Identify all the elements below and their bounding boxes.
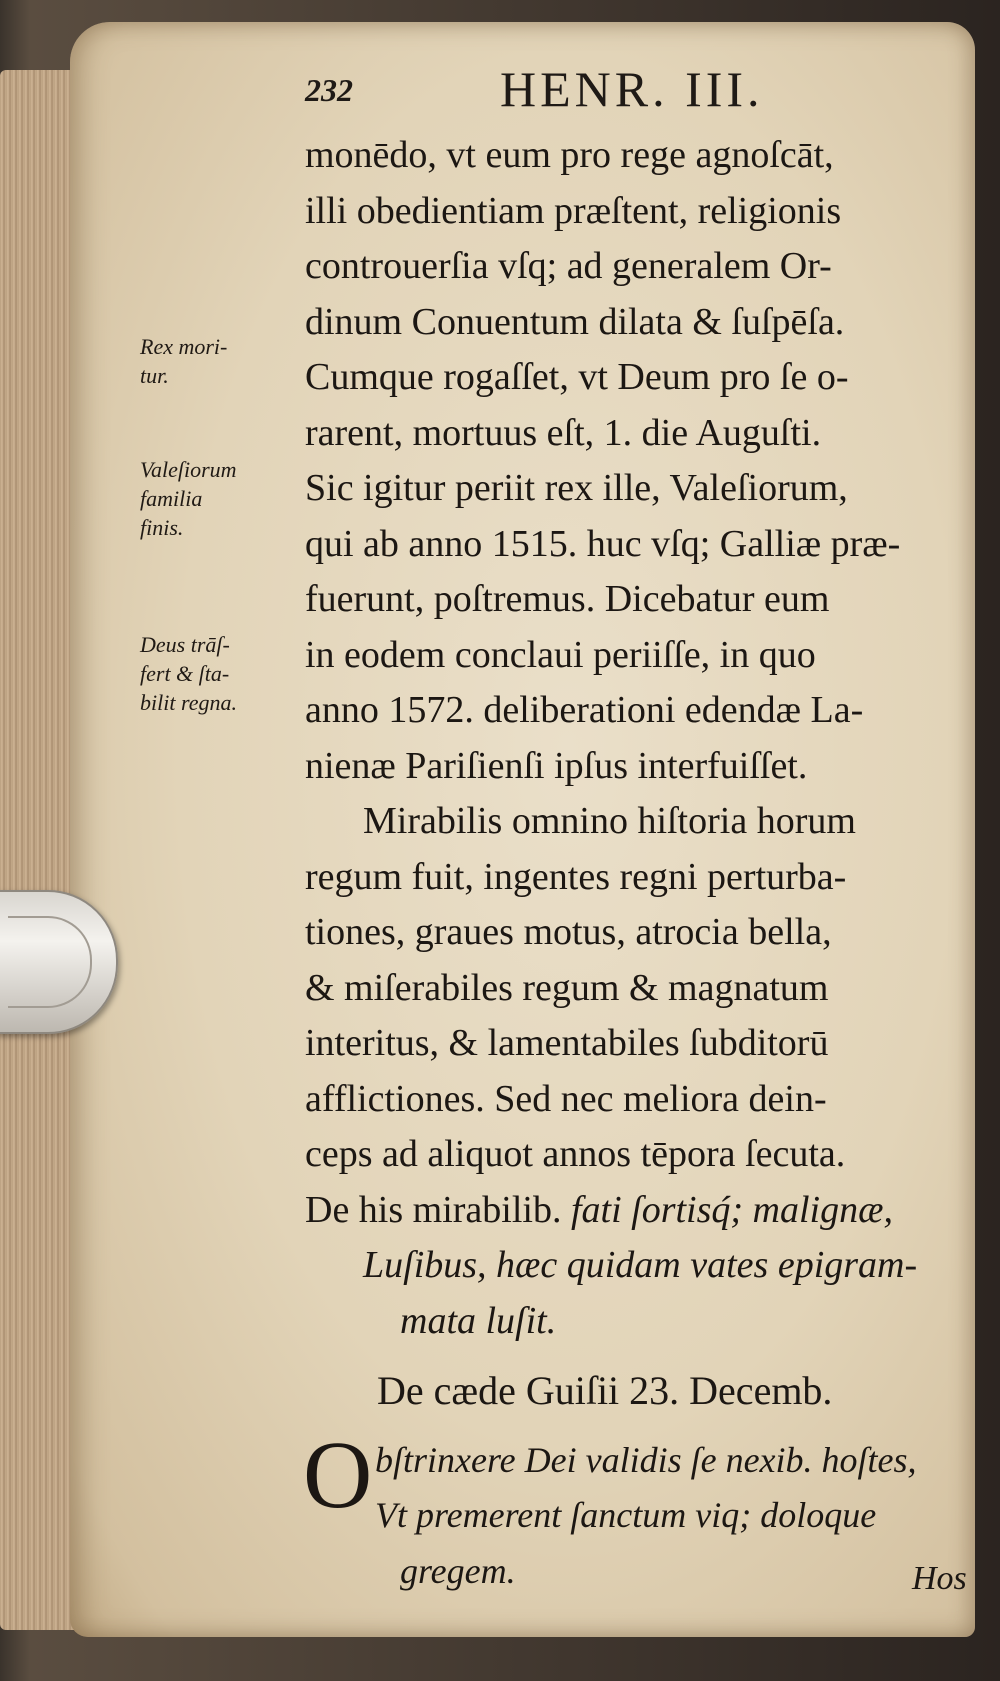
text-line: illi obedientiam præſtent, religionis [305,189,842,232]
page-number: 232 [305,72,353,108]
text-line-italic: Luſibus, hæc quidam vates epigram- [363,1244,918,1286]
marginal-line: tur. [140,363,169,388]
text-line: & miſerabiles regum & magnatum [305,966,829,1009]
text-line-mixed [305,1183,975,1239]
text-roman: De his mirabilib. [305,1188,562,1231]
drop-cap: O [303,1420,373,1528]
poem-line: gregem. [400,1550,516,1591]
marginal-note-3 [140,630,295,717]
marginal-line: familia [140,486,203,511]
text-line: fuerunt, poſtremus. Dicebatur eum [305,578,830,620]
text-line: dinum Conuentum dilata & ſuſpēſa. [305,300,845,343]
text-line: interitus, & lamentabiles ſubditorū [305,1022,829,1064]
marginal-note-2 [140,455,295,542]
marginal-line: fert & ſta- [140,661,230,686]
poem-title: De cæde Guiſii 23. Decemb. [377,1368,833,1413]
text-line: Mirabilis omnino hiſtoria horum [363,800,856,842]
marginal-line: bilit regna. [140,690,237,715]
text-line: controuerſia vſq; ad generalem Or- [305,245,832,287]
catchword: Hos [912,1560,967,1597]
poem-line-text: bſtrinxere Dei validis ſe nexib. hoſtes, [375,1439,917,1480]
text-italic: fati ſortisq́; malignæ, [570,1188,893,1231]
marginal-line: Deus trāſ- [140,632,230,657]
marginal-line: finis. [140,515,184,540]
text-line: regum fuit, ingentes regni perturba- [305,855,847,898]
text-line: ceps ad aliquot annos tēpora ſecuta. [305,1133,846,1175]
page-header [305,60,905,120]
text-line: afflictiones. Sed nec meliora dein- [305,1077,827,1120]
text-line: nienæ Pariſienſi ipſus interfuiſſet. [305,744,808,787]
text-line: Sic igitur periit rex ille, Valeſiorum, [305,467,848,509]
text-line: in eodem conclaui periiſſe, in quo [305,633,816,676]
poem-line: Vt premerent ſanctum viq; doloque [375,1495,877,1535]
text-line: qui ab anno 1515. huc vſq; Galliæ præ- [305,522,901,565]
marginal-note-1 [140,332,295,390]
text-line: anno 1572. deliberationi edendæ La- [305,689,864,731]
marginal-line: Valeſiorum [140,457,237,482]
running-head: HENR. III. [500,61,764,117]
text-line: monēdo, vt eum pro rege agnoſcāt, [305,134,834,176]
main-text [305,128,975,1599]
marginal-line: Rex mori- [140,334,228,359]
text-line: rarent, mortuus eſt, 1. die Auguſti. [305,411,822,454]
text-line-italic: mata luſit. [400,1299,557,1342]
text-line: Cumque rogaſſet, vt Deum pro ſe o- [305,356,849,398]
text-line: tiones, graues motus, atrocia bella, [305,911,832,953]
